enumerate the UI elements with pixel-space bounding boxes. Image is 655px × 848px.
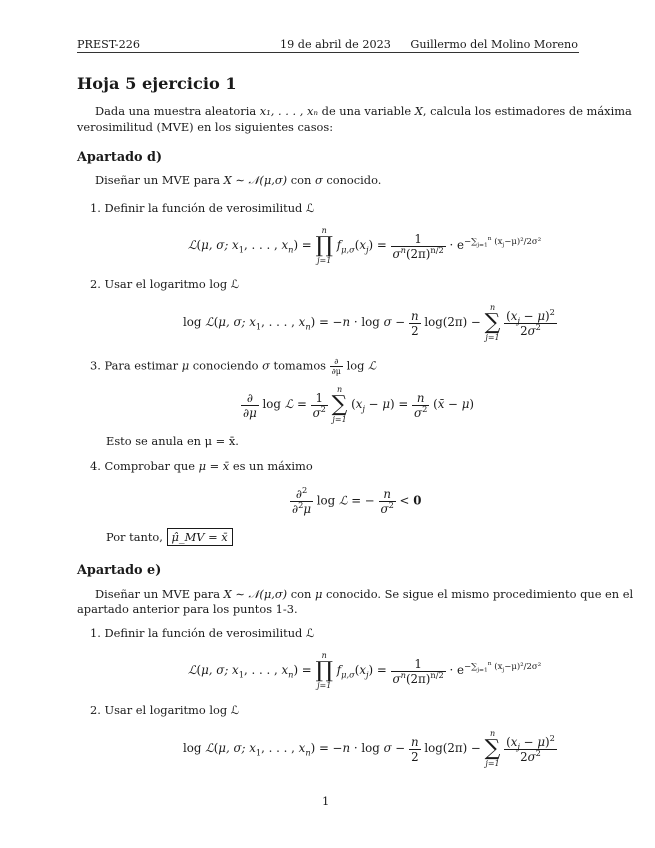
intro-line-2: verosimilitud (MVE) en los siguientes casos: [77, 120, 334, 134]
likelihood-equation-e: ℒ(μ, σ; $x_1$, . . . , $x_n$) = n ∏ j=1 $f_{\mu,\sigma}(x_j)$ = $\frac{1}{\sigma^n(2\pi)^{n/2}}$ · $e^{-\sum_{j=1}^n (x_j-\mu)^2/2\sigma^2}$ [188, 651, 542, 690]
intro-text-c: , calcula los estimadores de máxima [422, 104, 632, 118]
derivative-equation: $\frac{\partial}{\partial\mu}$ log ℒ = $\frac{1}{\sigma^2}$ n ∑ j=1 $(x_j - \mu)$ = $\frac{n}{\sigma^2}$ (x̄ − μ) [243, 385, 475, 424]
section-d-distribution: X ∼ 𝒩(μ,σ) [223, 173, 288, 187]
intro-line-1 [95, 104, 632, 118]
likelihood-equation-d: ℒ(μ, σ; $x_1$, . . . , $x_n$) = n ∏ j=1 $f_{\mu,\sigma}(x_j)$ = $\frac{1}{\sigma^n(2\pi)^{n/2}}$ · $e^{-\sum_{j=1}^n (x_j-\mu)^2/2\sigma^2}$ [188, 226, 542, 265]
section-d-step-1: 1. Definir la función de verosimilitud ℒ [90, 201, 315, 215]
log-likelihood-equation-e: log ℒ(μ, σ; $x_1$, . . . , $x_n) = -n \cdot \log \sigma$ − $\frac{n}{2}$ log(2π) − n ∑ j=1 $\frac{(x_j - \mu)^2}{2\sigma^2}$ [183, 729, 555, 768]
section-d-step-4 [90, 459, 313, 473]
section-d-step-2: 2. Usar el logaritmo log ℒ [90, 277, 239, 291]
page-title: Hoja 5 ejercicio 1 [77, 74, 237, 93]
section-d-note-3: Esto se anula en μ = x̄. [106, 434, 239, 448]
section-e-distribution: X ∼ 𝒩(μ,σ) [223, 587, 288, 601]
intro-variable: X [414, 104, 423, 118]
header-date: 19 de abril de 2023 [280, 38, 391, 51]
section-d-conclusion [106, 530, 233, 544]
step3-sigma: σ [262, 358, 270, 373]
section-d-statement-b: con [287, 173, 315, 187]
section-e-text-b: con [287, 587, 315, 601]
step4-text-a: 4. Comprobar que [90, 459, 199, 473]
header-course: PREST-226 [77, 38, 140, 51]
section-d-statement [95, 173, 381, 188]
intro-sample-math: x₁, . . . , xₙ [259, 104, 319, 118]
conclusion-text: Por tanto, [106, 530, 163, 544]
second-derivative-equation: $\frac{\partial^2}{\partial^2\mu}$ log ℒ = − $\frac{n}{\sigma^2}$ < 0 [292, 485, 422, 516]
page-number: 1 [322, 794, 330, 808]
section-e-heading: Apartado e) [77, 563, 162, 578]
step4-text-b: es un máximo [229, 459, 313, 473]
intro-text-b: de una variable [318, 104, 415, 118]
section-d-heading: Apartado d) [77, 150, 163, 165]
section-d-statement-a: Diseñar un MVE para [95, 173, 224, 187]
header-author: Guillermo del Molino Moreno [410, 38, 578, 51]
log-likelihood-equation-d: log ℒ(μ, σ; $x_1$, . . . , $x_n) = -n \cdot \log \sigma$ − $\frac{n}{2}$ log(2π) − n ∑ j=1 $\frac{(x_j - \mu)^2}{2\sigma^2}$ [183, 303, 555, 342]
section-e-step-1: 1. Definir la función de verosimilitud ℒ [90, 626, 315, 640]
step3-mu: μ [181, 358, 190, 373]
section-e-text-c: conocido. Se sigue el mismo procedimiento que en el [322, 587, 634, 601]
section-e-text-a: Diseñar un MVE para [95, 587, 224, 601]
section-d-step-3: 3. Para estimar μ conociendo σ tomamos $\frac{\partial}{\partial\mu}$ log ℒ [90, 357, 377, 376]
section-e-statement-line-1 [95, 587, 633, 602]
step3-text-a: 3. Para estimar [90, 358, 182, 373]
section-d-known-var: σ [314, 173, 323, 187]
section-e-known-var: μ [314, 587, 323, 601]
intro-text-a: Dada una muestra aleatoria [95, 104, 260, 118]
result-box: μ̂_MV = x̄ [167, 528, 233, 546]
section-e-step-2: 2. Usar el logaritmo log ℒ [90, 703, 239, 717]
step4-math: μ = x̄ [198, 459, 230, 473]
step3-text-c: tomamos [269, 358, 330, 373]
section-d-statement-c: conocido. [322, 173, 382, 187]
step3-text-b: conociendo [189, 358, 263, 373]
header-rule [77, 52, 579, 53]
section-e-statement-line-2: apartado anterior para los puntos 1-3. [77, 602, 298, 616]
